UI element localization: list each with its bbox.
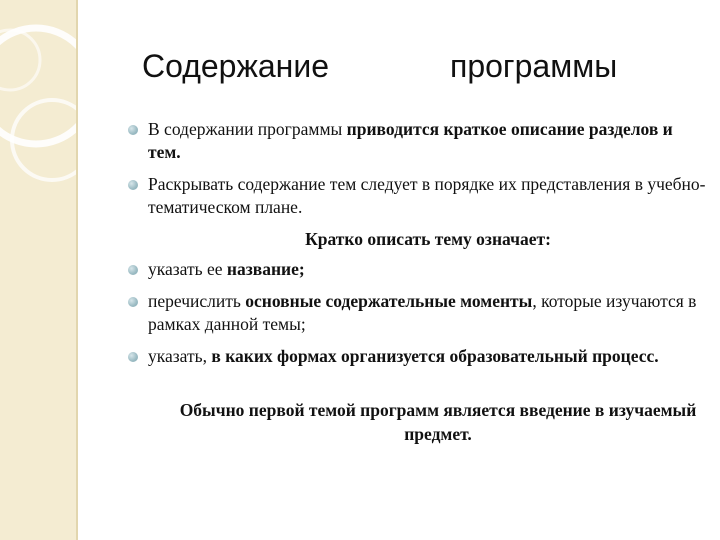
title-word-1: Содержание xyxy=(142,48,330,84)
bullet-icon xyxy=(128,125,138,135)
item-text: В содержании программы xyxy=(148,119,347,139)
decorative-circles xyxy=(0,0,76,540)
list-item xyxy=(128,118,708,164)
list-item xyxy=(128,173,708,219)
item-bold-text: название; xyxy=(226,259,305,279)
item-text: перечислить xyxy=(148,291,246,311)
item-text: указать, xyxy=(148,346,212,366)
bullet-icon xyxy=(128,352,138,362)
item-bold-text: приводится краткое описание разделов и тем. xyxy=(148,119,673,162)
item-text: Раскрывать содержание тем следует в порядке их представления в учебно-тематическом плане. xyxy=(148,174,706,217)
bullet-icon xyxy=(128,265,138,275)
item-text: , которые изучаются в рамках данной темы; xyxy=(148,291,697,334)
bullet-icon xyxy=(128,297,138,307)
list-item xyxy=(128,345,708,368)
slide-title xyxy=(142,48,702,92)
bullet-icon xyxy=(128,180,138,190)
item-text: указать ее xyxy=(148,259,227,279)
list-item xyxy=(128,258,708,281)
closing-note: Обычно первой темой программ является введение в изучаемый предмет. xyxy=(179,400,697,444)
item-bold-text: основные содержательные моменты xyxy=(245,291,533,311)
item-bold-text: в каких формах организуется образовательный процесс. xyxy=(211,346,659,366)
list-item xyxy=(128,290,708,336)
decorative-side-panel xyxy=(0,0,76,540)
subheading: Кратко описать тему означает: xyxy=(305,229,551,249)
slide-content xyxy=(78,0,720,540)
slide-body xyxy=(128,118,708,446)
title-word-2: программы xyxy=(450,48,618,84)
